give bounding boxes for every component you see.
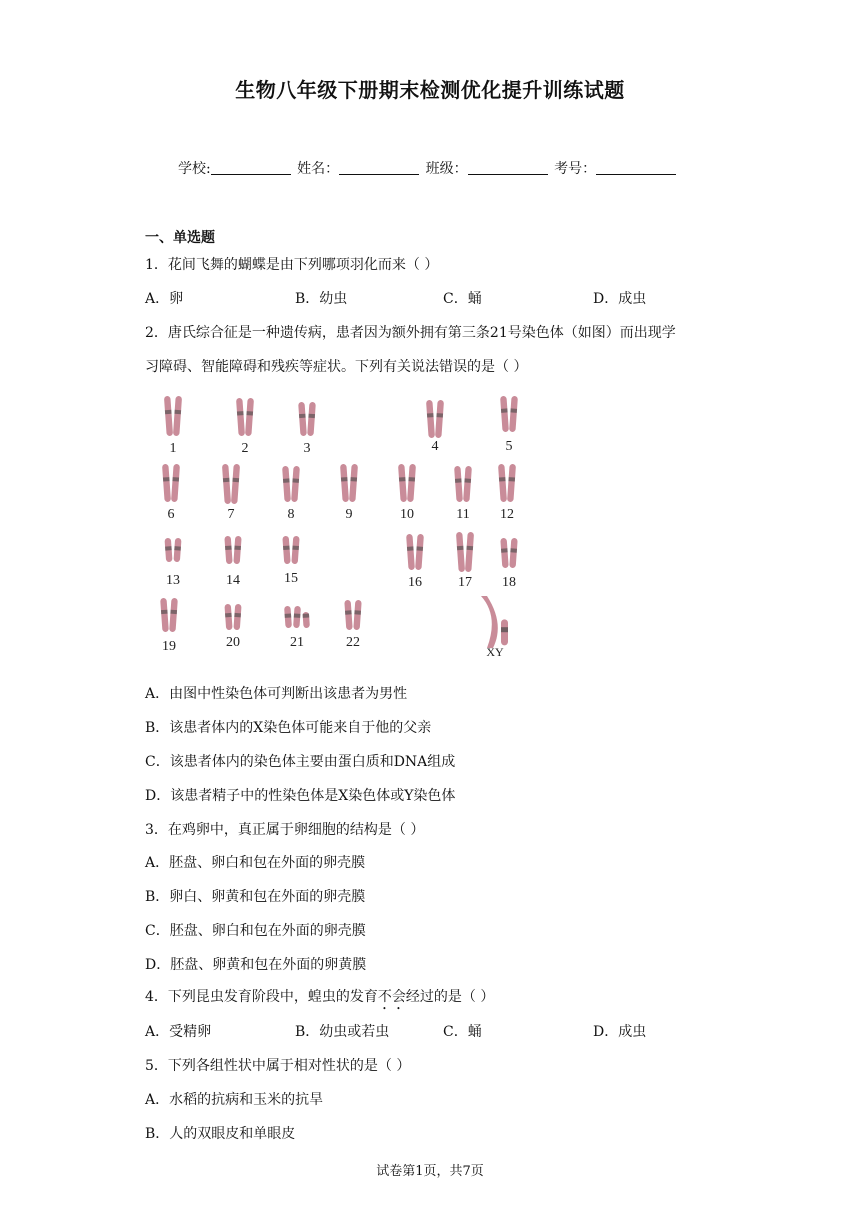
chromatid xyxy=(426,400,435,438)
exam-no-label: 考号： xyxy=(554,161,597,177)
centromere-band xyxy=(172,477,179,481)
school-label: 学校: xyxy=(178,161,211,177)
chromosome-pair-5 xyxy=(500,396,518,432)
karyotype-label-21: 21 xyxy=(290,635,304,650)
q1-option-b: B．幼虫 xyxy=(295,291,348,307)
name-blank xyxy=(339,160,419,175)
karyotype-label-2: 2 xyxy=(241,441,249,456)
karyotype-label-XY: XY xyxy=(486,645,504,659)
centromere-band xyxy=(350,477,357,481)
chromatid xyxy=(435,400,444,438)
centromere-band xyxy=(161,610,168,614)
centromere-band xyxy=(170,610,177,614)
q4-option-b: B．幼虫或若虫 xyxy=(295,1024,390,1040)
centromere-band xyxy=(225,546,232,550)
chromosome-pair-19 xyxy=(160,598,178,632)
karyotype-figure xyxy=(145,390,545,665)
chromatid xyxy=(415,534,424,570)
centromere-band xyxy=(407,546,414,550)
karyotype-label-14: 14 xyxy=(226,573,240,588)
chromatid xyxy=(173,396,182,436)
centromere-band xyxy=(246,411,253,415)
q3-option-c: C．胚盘、卵白和包在外面的卵壳膜 xyxy=(145,923,366,939)
q3-option-a: A．胚盘、卵白和包在外面的卵壳膜 xyxy=(145,855,366,871)
question-1-stem: 1．花间飞舞的蝴蝶是由下列哪项羽化而来（ ） xyxy=(145,257,439,273)
q3-option-d: D．胚盘、卵黄和包在外面的卵黄膜 xyxy=(145,957,367,973)
karyotype-label-15: 15 xyxy=(284,571,298,586)
chromatid xyxy=(340,464,349,502)
chromosome-pair-13 xyxy=(164,538,181,562)
chromatid xyxy=(407,464,416,502)
chromosome-pair-4 xyxy=(426,400,444,438)
section-heading: 一、单选题 xyxy=(145,230,215,246)
karyotype-label-6: 6 xyxy=(167,507,175,522)
y-chromosome xyxy=(501,619,508,645)
chromosome-pair-14 xyxy=(224,536,241,564)
karyotype-label-19: 19 xyxy=(162,639,176,654)
question-5-stem: 5．下列各组性状中属于相对性状的是（ ） xyxy=(145,1058,411,1074)
centromere-band xyxy=(510,548,517,552)
q4-option-a: A．受精卵 xyxy=(145,1024,212,1040)
chromosome-pair-6 xyxy=(162,464,180,502)
chromatid xyxy=(231,464,240,504)
chromatid xyxy=(160,598,169,632)
chromatid xyxy=(454,466,463,502)
x-chromosome xyxy=(481,596,498,648)
centromere-band xyxy=(165,546,172,550)
centromere-band xyxy=(501,627,508,632)
chromosome-pair-21 xyxy=(284,606,310,628)
chromatid xyxy=(307,402,316,436)
school-blank xyxy=(211,160,291,175)
karyotype-svg xyxy=(145,390,545,665)
chromosome-pair-3 xyxy=(298,402,316,436)
chromosome-pair-2 xyxy=(236,398,254,436)
centromere-band xyxy=(508,477,515,481)
centromere-band xyxy=(232,478,239,482)
centromere-band xyxy=(237,411,244,415)
chromatid xyxy=(236,398,245,436)
chromosome-pair-18 xyxy=(500,538,517,568)
chromatid xyxy=(282,466,291,502)
question-4-stem xyxy=(145,986,494,1013)
chromatid xyxy=(463,466,472,502)
chromosome-pair-11 xyxy=(454,466,472,502)
chromatid xyxy=(349,464,358,502)
q4-stem-after: 经过的是（ ） xyxy=(405,989,495,1005)
centromere-band xyxy=(308,414,315,418)
q2-option-c: C．该患者体内的染色体主要由蛋白质和DNA组成 xyxy=(145,754,456,770)
karyotype-label-17: 17 xyxy=(458,575,472,590)
centromere-band xyxy=(501,408,508,412)
class-label: 班级： xyxy=(425,161,468,177)
chromosome-pair-XY xyxy=(481,596,508,648)
karyotype-label-12: 12 xyxy=(500,507,514,522)
chromosome-pair-17 xyxy=(456,532,474,572)
page-title: 生物八年级下册期末检测优化提升训练试题 xyxy=(235,78,625,102)
karyotype-label-20: 20 xyxy=(226,635,240,650)
q1-option-a: A．卵 xyxy=(145,291,184,307)
centromere-band xyxy=(292,478,299,482)
karyotype-label-8: 8 xyxy=(287,507,295,522)
chromatid xyxy=(344,600,352,630)
centromere-band xyxy=(165,410,172,414)
q5-option-b: B．人的双眼皮和单眼皮 xyxy=(145,1126,296,1142)
chromosome-pair-15 xyxy=(282,536,299,564)
centromere-band xyxy=(223,478,230,482)
centromere-band xyxy=(464,478,471,482)
centromere-band xyxy=(234,613,241,617)
chromatid xyxy=(498,464,507,502)
q4-stem-emphasis: 不会 xyxy=(377,989,406,1005)
karyotype-label-9: 9 xyxy=(345,507,353,522)
chromatid xyxy=(507,464,516,502)
centromere-band xyxy=(292,546,299,550)
chromosome-pair-1 xyxy=(164,396,182,436)
chromosome-pair-16 xyxy=(406,534,424,570)
chromatid xyxy=(509,396,518,432)
chromatid xyxy=(298,402,307,436)
q2-option-a: A．由图中性染色体可判断出该患者为男性 xyxy=(145,686,408,702)
chromosome-pair-10 xyxy=(398,464,416,502)
class-blank xyxy=(468,160,548,175)
chromatid xyxy=(169,598,178,632)
centromere-band xyxy=(299,414,306,418)
centromere-band xyxy=(457,546,464,550)
karyotype-label-4: 4 xyxy=(431,439,439,454)
karyotype-label-7: 7 xyxy=(227,507,235,522)
centromere-band xyxy=(234,546,241,550)
chromatid xyxy=(500,538,508,568)
name-label: 姓名： xyxy=(297,161,340,177)
centromere-band xyxy=(345,610,352,614)
karyotype-label-18: 18 xyxy=(502,575,516,590)
chromatid xyxy=(291,466,300,502)
chromatid xyxy=(162,464,171,502)
karyotype-label-10: 10 xyxy=(400,507,414,522)
chromatid xyxy=(398,464,407,502)
q2-option-b: B．该患者体内的X染色体可能来自于他的父亲 xyxy=(145,720,432,736)
chromosome-pair-8 xyxy=(282,466,300,502)
chromosome-pair-7 xyxy=(222,464,240,504)
centromere-band xyxy=(163,477,170,481)
chromatid xyxy=(465,532,474,572)
centromere-band xyxy=(283,478,290,482)
chromosome-pair-12 xyxy=(498,464,516,502)
chromatid xyxy=(164,396,173,436)
karyotype-label-5: 5 xyxy=(505,439,513,454)
question-3-stem: 3．在鸡卵中，真正属于卵细胞的结构是（ ） xyxy=(145,822,425,838)
q4-option-c: C．蛹 xyxy=(443,1024,482,1040)
centromere-band xyxy=(174,546,181,550)
page-footer: 试卷第1页，共7页 xyxy=(376,1164,484,1179)
q1-option-d: D．成虫 xyxy=(593,291,647,307)
centromere-band xyxy=(283,546,290,550)
chromosome-pair-22 xyxy=(344,600,361,630)
centromere-band xyxy=(455,478,462,482)
centromere-band xyxy=(436,413,443,417)
q4-option-d: D．成虫 xyxy=(593,1024,647,1040)
karyotype-label-3: 3 xyxy=(303,441,311,456)
q5-option-a: A．水稻的抗病和玉米的抗旱 xyxy=(145,1092,324,1108)
centromere-band xyxy=(499,477,506,481)
q4-stem-before: 4．下列昆虫发育阶段中，蝗虫的发育 xyxy=(145,989,378,1005)
exam-no-blank xyxy=(596,160,676,175)
centromere-band xyxy=(174,410,181,414)
chromosome-pair-9 xyxy=(340,464,358,502)
chromatid xyxy=(171,464,180,502)
centromere-band xyxy=(285,613,292,617)
chromatid xyxy=(456,532,465,572)
question-2-stem-line-1: 2．唐氏综合征是一种遗传病，患者因为额外拥有第三条21号染色体（如图）而出现学 xyxy=(145,325,676,341)
centromere-band xyxy=(427,413,434,417)
q2-option-d: D．该患者精子中的性染色体是X染色体或Y染色体 xyxy=(145,788,456,804)
centromere-band xyxy=(303,613,310,617)
centromere-band xyxy=(510,408,517,412)
centromere-band xyxy=(399,477,406,481)
student-info-line xyxy=(178,158,678,178)
centromere-band xyxy=(466,546,473,550)
karyotype-label-13: 13 xyxy=(166,573,180,588)
centromere-band xyxy=(501,548,508,552)
chromatid xyxy=(222,464,231,504)
karyotype-label-1: 1 xyxy=(169,441,177,456)
q1-option-c: C．蛹 xyxy=(443,291,482,307)
chromosome-pair-20 xyxy=(224,604,241,630)
centromere-band xyxy=(294,613,301,617)
centromere-band xyxy=(354,610,361,614)
chromatid xyxy=(245,398,254,436)
centromere-band xyxy=(416,546,423,550)
karyotype-label-16: 16 xyxy=(408,575,422,590)
q3-option-b: B．卵白、卵黄和包在外面的卵壳膜 xyxy=(145,889,366,905)
chromatid xyxy=(500,396,509,432)
centromere-band xyxy=(408,477,415,481)
karyotype-label-11: 11 xyxy=(456,507,470,522)
centromere-band xyxy=(225,613,232,617)
question-2-stem-line-2: 习障碍、智能障碍和残疾等症状。下列有关说法错误的是（ ） xyxy=(145,359,528,375)
karyotype-label-22: 22 xyxy=(346,635,360,650)
chromatid xyxy=(406,534,415,570)
centromere-band xyxy=(341,477,348,481)
chromatid xyxy=(509,538,517,568)
chromatid xyxy=(353,600,361,630)
